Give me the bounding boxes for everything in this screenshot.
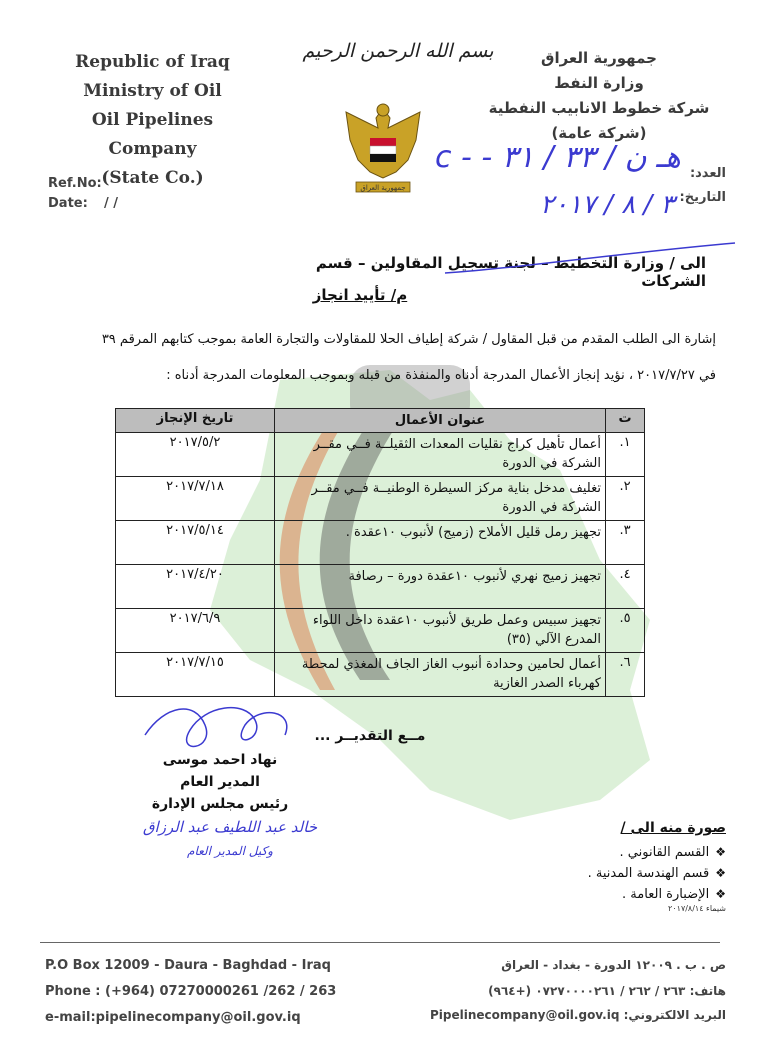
- en-header-line: Ministry of Oil: [83, 81, 222, 101]
- row-title: أعمال لحامين وحدادة أنبوب الغاز الجاف المغذي لمحطة كهرباء الصدر الغازية: [275, 653, 606, 697]
- stamp-line-2: وكيل المدير العام: [187, 844, 273, 858]
- recipient: الى / وزارة التخطيط – لجنة تسجيل المقاولين – قسم الشركات: [315, 254, 706, 290]
- row-date: ٢٠١٧/٥/٢: [116, 433, 275, 477]
- en-header-line: Oil Pipelines Company: [91, 110, 214, 159]
- english-header: [45, 48, 260, 193]
- handwritten-ref: هـ ن / ٣٣ / ٣١ - - c: [435, 140, 681, 175]
- table-row: [116, 653, 645, 697]
- row-num: ٥.: [606, 609, 645, 653]
- subject: م/ تأييد انجاز: [312, 286, 408, 304]
- arabic-header: [474, 46, 724, 146]
- row-num: ١.: [606, 433, 645, 477]
- footer-ar-address: ص . ب . ١٢٠٠٩ الدورة - بغداد - العراق: [501, 958, 726, 972]
- body-line-2: في ٢٠١٧/٧/٢٧ ، نؤيد إنجاز الأعمال المدرجة أدناه والمنفذة من قبله وبموجب المعلومات المدرجة أدناه :: [166, 368, 716, 383]
- row-num: ٢.: [606, 477, 645, 521]
- footer-en-phone: Phone : (+964) 07270000261 /262 / 263: [45, 984, 337, 999]
- signer-title-1: المدير العام: [180, 774, 260, 790]
- row-title: تغليف مدخل بناية مركز السيطرة الوطنيــة فــي مقــر الشركة في الدورة: [275, 477, 606, 521]
- row-num: ٤.: [606, 565, 645, 609]
- date-label: Date:: [48, 196, 88, 211]
- copies-list: [526, 842, 726, 905]
- row-date: ٢٠١٧/٦/٩: [116, 609, 275, 653]
- row-date: ٢٠١٧/٥/١٤: [116, 521, 275, 565]
- copy-item-text: القسم القانوني .: [619, 845, 710, 860]
- recipient-underline: [440, 238, 740, 278]
- list-item: [526, 842, 726, 863]
- row-num: ٦.: [606, 653, 645, 697]
- bullet-icon: ❖: [715, 866, 726, 880]
- ref-label: Ref.No:: [48, 176, 102, 191]
- ar-header-line: (شركة عامة): [551, 124, 647, 142]
- col-header-num: ت: [606, 409, 645, 433]
- row-title: تجهيز رمل قليل الأملاح (زميج) لأنبوب ١٠عقدة .: [275, 521, 606, 565]
- col-header-date: تاريخ الإنجاز: [116, 409, 275, 433]
- signer-name: نهاد احمد موسى: [162, 752, 278, 768]
- row-date: ٢٠١٧/٧/١٨: [116, 477, 275, 521]
- table-header-row: [116, 409, 645, 433]
- footer-en-address: P.O Box 12009 - Daura - Baghdad - Iraq: [45, 958, 331, 973]
- list-item: [526, 863, 726, 884]
- works-table: [115, 408, 645, 697]
- table-row: [116, 477, 645, 521]
- row-date: ٢٠١٧/٧/١٥: [116, 653, 275, 697]
- bullet-icon: ❖: [715, 845, 726, 859]
- copies-heading: صورة منه الى /: [620, 820, 726, 836]
- footer-ar-email: البريد الالكتروني: Pipelinecompany@oil.gov.iq: [429, 1008, 726, 1022]
- row-title: تجهيز سبيس وعمل طريق لأنبوب ١٠عقدة داخل اللواء المدرع الآلي (٣٥): [275, 609, 606, 653]
- ar-date-label: التاريخ:: [679, 190, 726, 205]
- stamp-line-1: خالد عبد اللطيف عبد الرزاق: [142, 818, 318, 836]
- ar-header-line: وزارة النفط: [554, 74, 644, 92]
- date-slashes: / /: [104, 196, 119, 211]
- ar-ref-label: العدد:: [689, 166, 726, 181]
- body-line-1: إشارة الى الطلب المقدم من قبل المقاول / شركة إطياف الحلا للمقاولات والتجارة العامة بموجب كتابهم المرقم ٣٩: [101, 332, 716, 347]
- row-date: ٢٠١٧/٤/٢٠: [116, 565, 275, 609]
- list-item: [526, 884, 726, 905]
- row-title: أعمال تأهيل كراج نقليات المعدات الثقيلــة فــي مقــر الشركة في الدورة: [275, 433, 606, 477]
- signer-title-2: رئيس مجلس الإدارة: [151, 796, 289, 812]
- handwritten-date: ٣ / ٨ / ٢٠١٧: [540, 190, 675, 220]
- iraq-emblem: [338, 100, 428, 210]
- table-row: [116, 521, 645, 565]
- table-row: [116, 433, 645, 477]
- row-title: تجهيز زميج نهري لأنبوب ١٠عقدة دورة – رصافة: [275, 565, 606, 609]
- en-header-line: Republic of Iraq: [75, 52, 230, 72]
- emblem-caption: جمهورية العراق: [360, 184, 406, 192]
- bullet-icon: ❖: [715, 887, 726, 901]
- footer-en-email: e-mail:pipelinecompany@oil.gov.iq: [45, 1010, 301, 1025]
- footer-ar-phone: هاتف: ٢٦٣ / ٢٦٢ / ٠٧٢٧٠٠٠٠٢٦١ (+٩٦٤): [488, 984, 726, 998]
- ar-header-line: جمهورية العراق: [541, 49, 657, 67]
- row-num: ٣.: [606, 521, 645, 565]
- ar-header-line: شركة خطوط الانابيب النفطية: [488, 99, 710, 117]
- copy-item-text: الإضبارة العامة .: [622, 887, 710, 902]
- en-header-line: (State Co.): [101, 168, 204, 188]
- table-row: [116, 565, 645, 609]
- copy-item-text: قسم الهندسة المدنية .: [587, 866, 710, 881]
- regards: مــع التقديــر ...: [314, 728, 426, 744]
- col-header-title: عنوان الأعمال: [275, 409, 606, 433]
- bismillah: بسم الله الرحمن الرحيم: [302, 40, 494, 62]
- typist-initials: شيماء ٢٠١٧/٨/١٤: [668, 904, 726, 913]
- footer-divider: [40, 942, 720, 943]
- table-row: [116, 609, 645, 653]
